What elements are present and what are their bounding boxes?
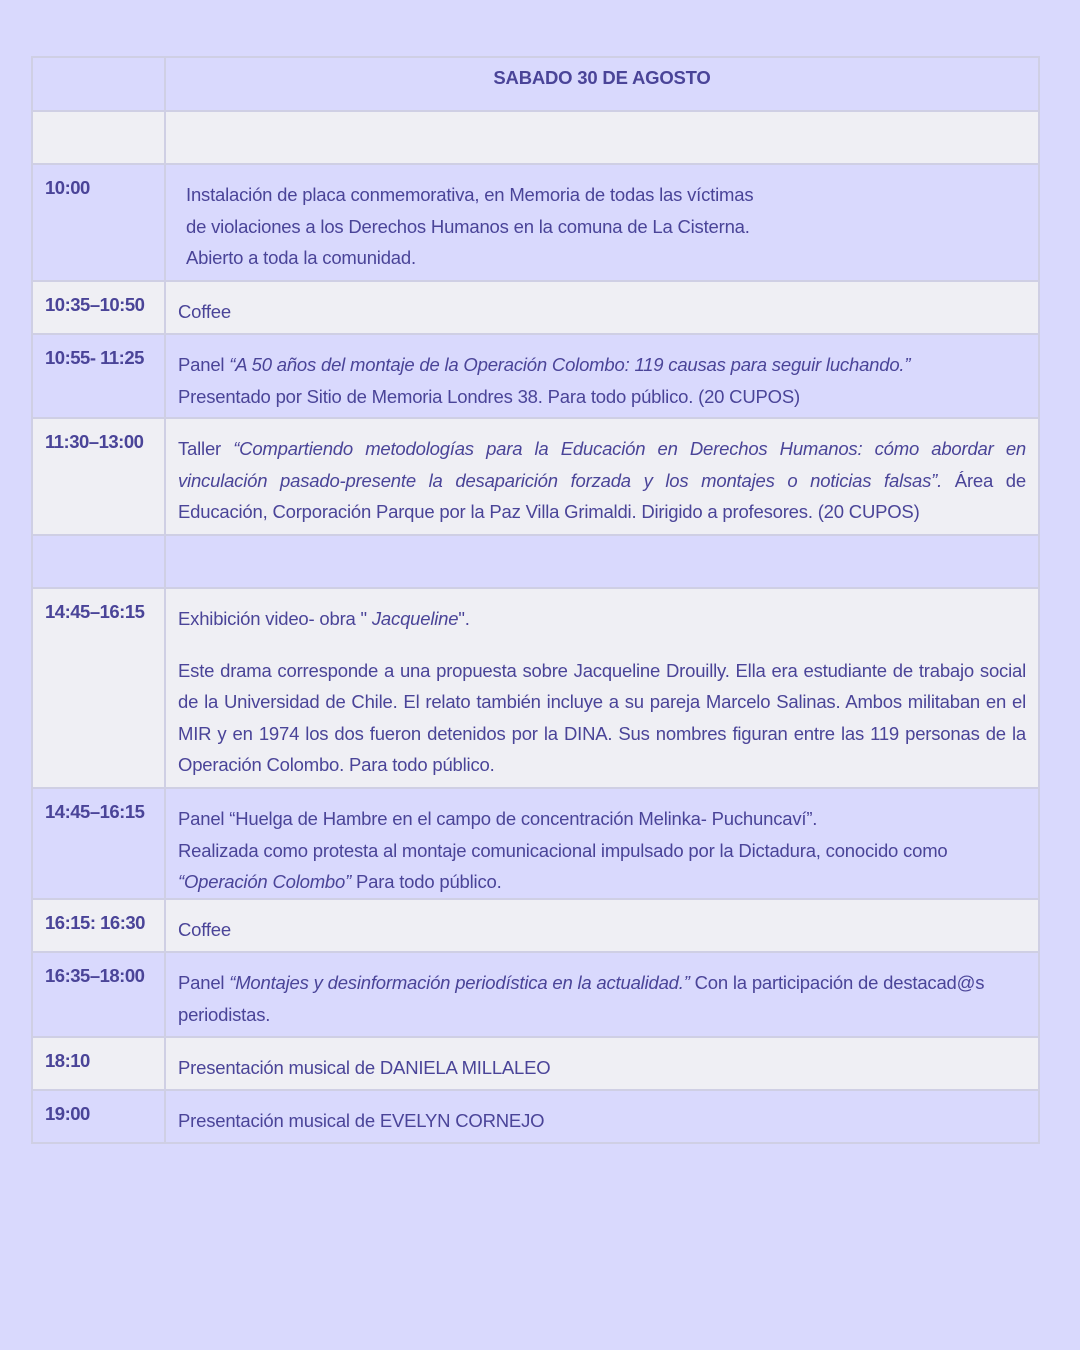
row-description bbox=[165, 1037, 1039, 1090]
description-prefix: Taller bbox=[178, 438, 234, 459]
description-line bbox=[178, 603, 1026, 635]
row-time: 14:45–16:15 bbox=[32, 588, 165, 788]
paragraph-gap bbox=[178, 635, 1026, 655]
empty-cell bbox=[165, 535, 1039, 588]
schedule-row bbox=[32, 164, 1039, 281]
description-text: Coffee bbox=[178, 301, 231, 322]
description-line: de violaciones a los Derechos Humanos en la comuna de La Cisterna. bbox=[186, 215, 750, 237]
description-text: Presentación musical de EVELYN CORNEJO bbox=[178, 1110, 545, 1131]
panel-title: “A 50 años del montaje de la Operación Colombo: 119 causas para seguir luchando.” bbox=[229, 354, 911, 375]
row-description bbox=[165, 281, 1039, 334]
row-time: 10:55- 11:25 bbox=[32, 334, 165, 418]
header-row bbox=[32, 57, 1039, 111]
schedule-row bbox=[32, 952, 1039, 1037]
description-prefix: Exhibición video- obra " bbox=[178, 608, 367, 629]
schedule-row bbox=[32, 1090, 1039, 1143]
row-time: 16:35–18:00 bbox=[32, 952, 165, 1037]
workshop-title: “Compartiendo metodologías para la Educación en Derechos Humanos: cómo abordar en vinculación pasado-presente la desaparición forzada y los montajes o noticias falsas”. bbox=[178, 438, 1026, 491]
row-time: 19:00 bbox=[32, 1090, 165, 1143]
description-text: Presentación musical de DANIELA MILLALEO bbox=[178, 1057, 551, 1078]
operation-name: “Operación Colombo” bbox=[178, 871, 352, 892]
row-time: 10:00 bbox=[32, 164, 165, 281]
description-suffix: Área de Educación, Corporación Parque por la Paz Villa Grimaldi. Dirigido a profesores. (20 CUPOS) bbox=[178, 469, 1026, 522]
description-suffix: Para todo público. bbox=[351, 871, 502, 892]
row-description bbox=[165, 1090, 1039, 1143]
header-empty-cell bbox=[32, 57, 165, 111]
schedule-row bbox=[32, 1037, 1039, 1090]
description-line bbox=[178, 866, 1026, 898]
schedule-row bbox=[32, 788, 1039, 899]
description-paragraph bbox=[178, 967, 1026, 1030]
row-description bbox=[165, 418, 1039, 535]
description-line: Panel “Huelga de Hambre en el campo de concentración Melinka- Puchuncaví”. bbox=[178, 808, 818, 829]
empty-cell bbox=[32, 111, 165, 164]
empty-cell bbox=[32, 535, 165, 588]
description-suffix: ". bbox=[458, 608, 470, 629]
description-prefix: Panel bbox=[178, 354, 230, 375]
video-title: Jacqueline bbox=[366, 608, 459, 629]
row-time: 11:30–13:00 bbox=[32, 418, 165, 535]
row-description bbox=[165, 588, 1039, 788]
row-description bbox=[165, 788, 1039, 899]
schedule-row bbox=[32, 281, 1039, 334]
schedule-row bbox=[32, 899, 1039, 952]
row-description bbox=[165, 899, 1039, 952]
header-cell bbox=[165, 57, 1039, 111]
description-line: Realizada como protesta al montaje comunicacional impulsado por la Dictadura, conocido como bbox=[178, 839, 948, 861]
empty-row bbox=[32, 535, 1039, 588]
schedule-row bbox=[32, 418, 1039, 535]
schedule-table bbox=[31, 56, 1040, 1144]
description-paragraph bbox=[178, 433, 1026, 528]
description-line: Presentado por Sitio de Memoria Londres 38. Para todo público. (20 CUPOS) bbox=[178, 385, 800, 407]
schedule-row bbox=[32, 588, 1039, 788]
description-prefix: Panel bbox=[178, 972, 230, 993]
row-time: 16:15: 16:30 bbox=[32, 899, 165, 952]
row-description bbox=[165, 952, 1039, 1037]
description-line bbox=[178, 349, 1026, 381]
description-paragraph: Este drama corresponde a una propuesta sobre Jacqueline Drouilly. Ella era estudiante de trabajo social de la Universidad de Chile. El relato también incluye a su pareja Marcelo Salinas. Ambos militaban en el MIR y en 1974 los dos fueron detenidos por la DINA. Sus nombres figuran entre las 119 personas de la Operación Colombo. Para todo público. bbox=[178, 659, 1026, 775]
description-suffix: Con la participación de destacad@s periodistas. bbox=[178, 972, 985, 1025]
row-time: 14:45–16:15 bbox=[32, 788, 165, 899]
day-title: SABADO 30 DE AGOSTO bbox=[493, 67, 711, 88]
description-text: Coffee bbox=[178, 919, 231, 940]
row-description bbox=[165, 334, 1039, 418]
empty-row bbox=[32, 111, 1039, 164]
row-description bbox=[165, 164, 1039, 281]
row-time: 10:35–10:50 bbox=[32, 281, 165, 334]
schedule-row bbox=[32, 334, 1039, 418]
row-time: 18:10 bbox=[32, 1037, 165, 1090]
description-line: Instalación de placa conmemorativa, en Memoria de todas las víctimas bbox=[186, 184, 754, 205]
panel-title: “Montajes y desinformación periodística en la actualidad.” bbox=[229, 972, 690, 993]
empty-cell bbox=[165, 111, 1039, 164]
description-line: Abierto a toda la comunidad. bbox=[186, 247, 416, 268]
